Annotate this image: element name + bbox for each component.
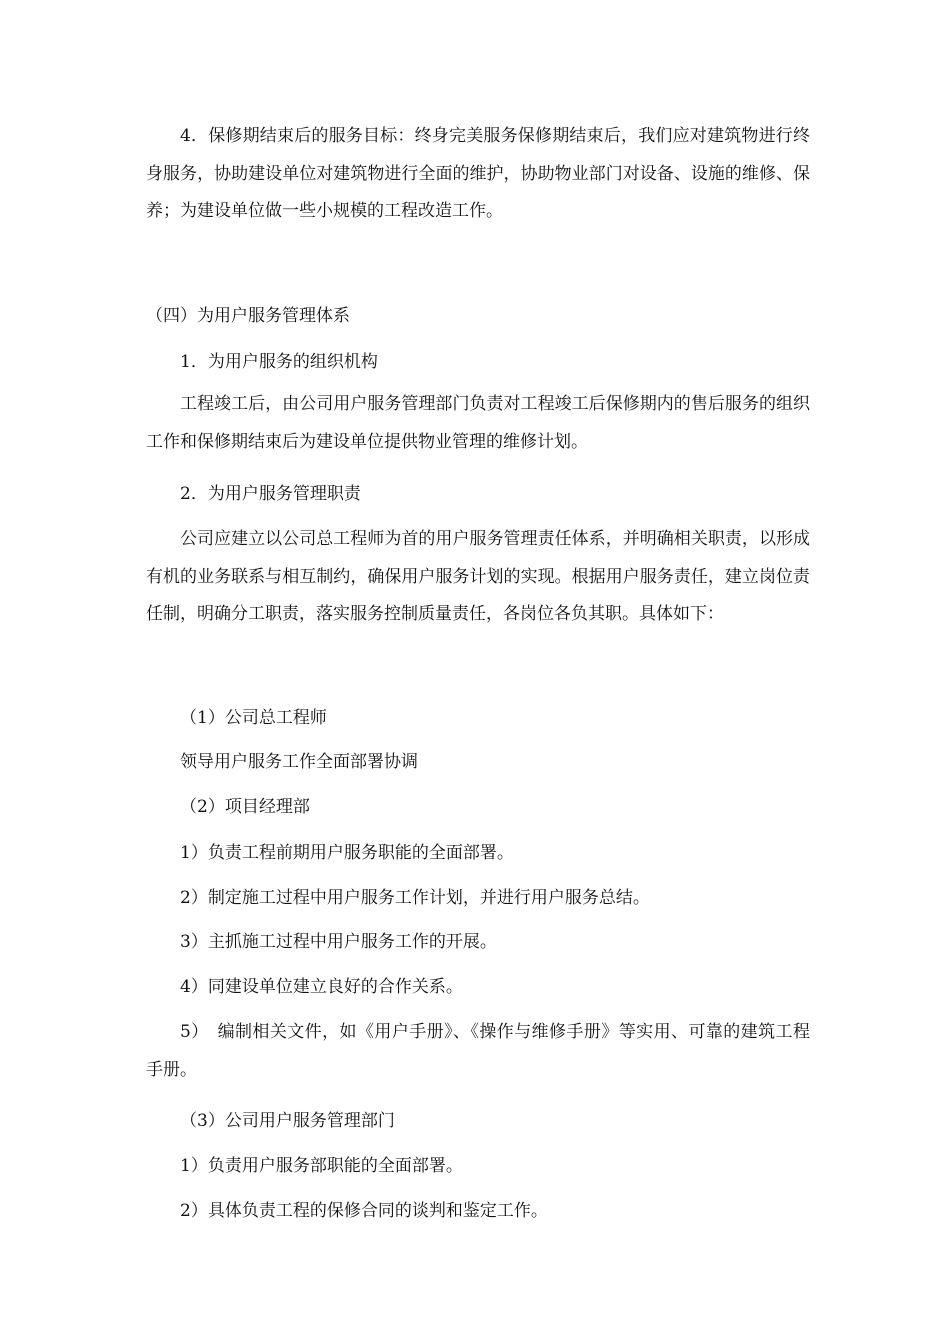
list-item-project-duty-5: 5） 编制相关文件，如《用户手册》、《操作与维修手册》等实用、可靠的建筑工程手册。	[146, 1022, 810, 1080]
paragraph-responsibility-system: 公司应建立以公司总工程师为首的用户服务管理责任体系，并明确相关职责，以形成有机的业务联系与相互制约，确保用户服务计划的实现。根据用户服务责任，建立岗位责任制，明确分工职责，落实服务控制质量责任，各岗位各负其职。具体如下：	[146, 529, 810, 625]
subheading-service-responsibilities: 2．为用户服务管理职责	[180, 484, 361, 504]
item-chief-engineer: （1）公司总工程师	[180, 708, 327, 728]
item-user-service-department: （3）公司用户服务管理部门	[180, 1111, 395, 1131]
list-item-project-duty-1: 1）负责工程前期用户服务职能的全面部署。	[180, 843, 514, 863]
paragraph-service-organization: 工程竣工后，由公司用户服务管理部门负责对工程竣工后保修期内的售后服务的组织工作和保修期结束后为建设单位提供物业管理的维修计划。	[146, 394, 810, 452]
paragraph-warranty-end-service-goal: 4．保修期结束后的服务目标：终身完美服务保修期结束后，我们应对建筑物进行终身服务，协助建设单位对建筑物进行全面的维护，协助物业部门对设备、设施的维修、保养；为建设单位做一些小规模的工程改造工作。	[146, 126, 810, 222]
list-item-project-duty-4: 4）同建设单位建立良好的合作关系。	[180, 977, 463, 997]
section-heading-user-service-system: （四）为用户服务管理体系	[146, 306, 350, 326]
item-project-department: （2）项目经理部	[180, 797, 310, 817]
text-chief-engineer-duty: 领导用户服务工作全面部署协调	[180, 752, 418, 772]
list-item-project-duty-3: 3）主抓施工过程中用户服务工作的开展。	[180, 932, 497, 952]
list-item-project-duty-2: 2）制定施工过程中用户服务工作计划，并进行用户服务总结。	[180, 888, 650, 908]
list-item-department-duty-1: 1）负责用户服务部职能的全面部署。	[180, 1156, 463, 1176]
subheading-service-organization: 1．为用户服务的组织机构	[180, 352, 378, 372]
list-item-department-duty-2: 2）具体负责工程的保修合同的谈判和鉴定工作。	[180, 1201, 548, 1221]
